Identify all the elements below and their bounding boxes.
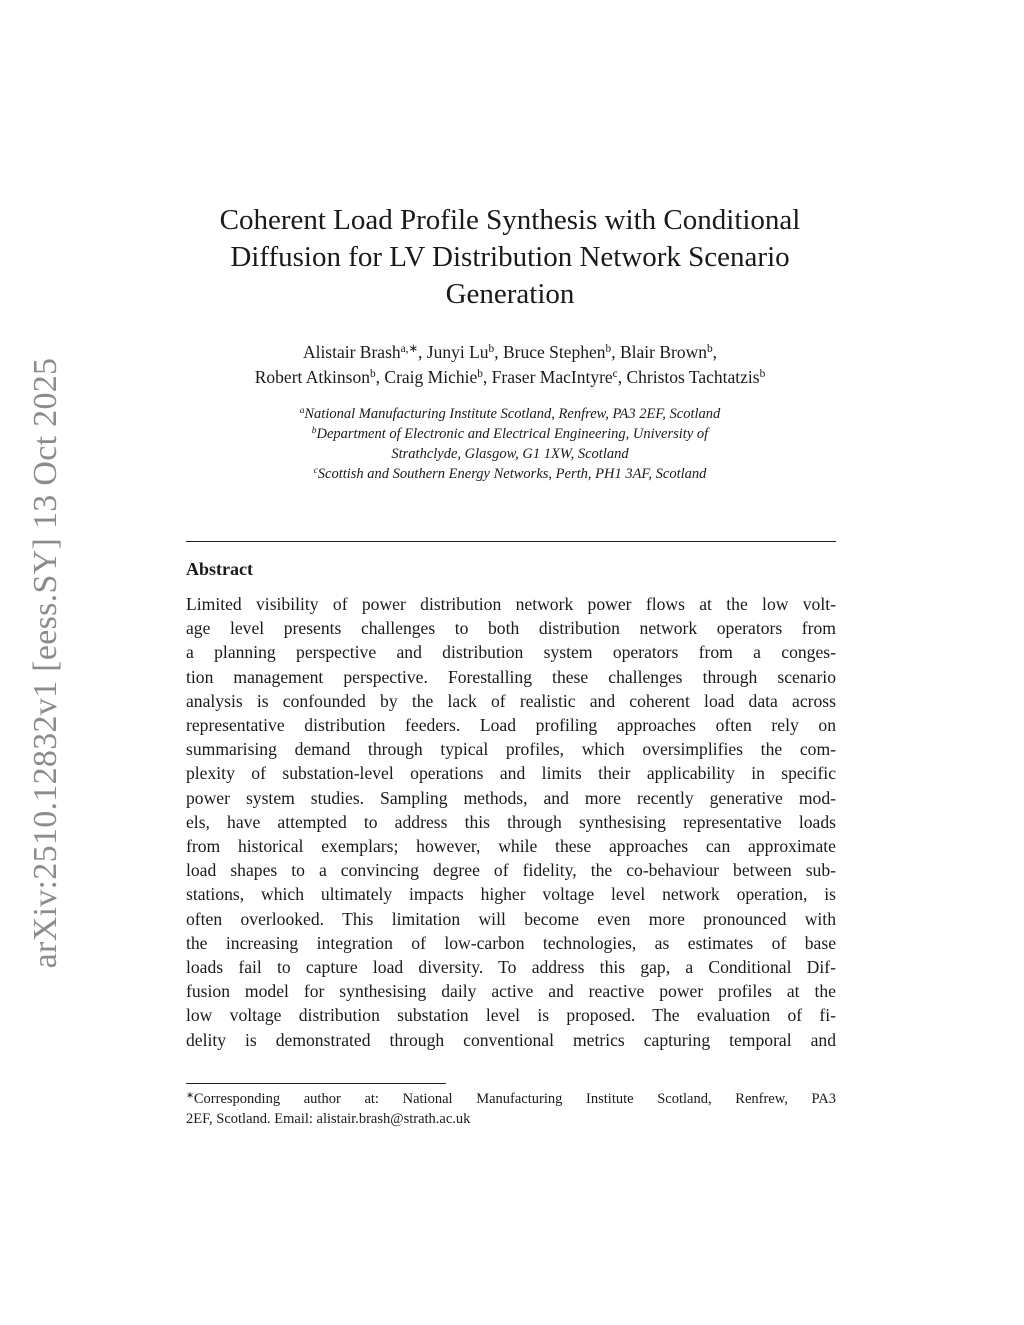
footnote-line [186, 1089, 836, 1109]
author-separator: , [712, 342, 718, 362]
abstract-line: Limited visibility of power distribution network power flows at the low volt- [186, 594, 836, 614]
abstract-line: often overlooked. This limitation will become even more pronounced with [186, 908, 836, 929]
author-name: Robert Atkinson [254, 367, 370, 387]
author-name: Christos Tachtatzis [626, 367, 760, 387]
abstract-line: loads fail to capture load diversity. To address this gap, a Conditional Dif- [186, 957, 836, 978]
affiliation-list [200, 404, 820, 484]
footnote-email-line: 2EF, Scotland. Email: alistair.brash@strath.ac.uk [186, 1111, 471, 1127]
abstract-line: age level presents challenges to both distribution network operators from [186, 618, 836, 639]
author-affil-mark: b [477, 367, 483, 380]
paper-title [200, 202, 820, 313]
author-name: Fraser MacIntyre [491, 367, 613, 387]
author-separator: , [482, 367, 492, 387]
author-name: Alistair Brash [302, 342, 401, 362]
affiliation-line [200, 464, 820, 484]
affiliation-mark: a [299, 405, 305, 416]
abstract-body [186, 592, 836, 1052]
author-affil-mark: b [759, 367, 766, 380]
abstract-line: summarising demand through typical profiles, which oversimplifies the com- [186, 739, 836, 760]
author-affil-mark: a,∗ [400, 342, 419, 355]
author-affil-mark: b [369, 367, 376, 380]
abstract-line: els, have attempted to address this through synthesising representative loads [186, 811, 836, 832]
affiliation-text: Strathclyde, Glasgow, G1 1XW, Scotland [391, 446, 629, 462]
arxiv-side-stamp: arXiv:2510.12832v1 [eess.SY] 13 Oct 2025 [27, 357, 64, 969]
affiliation-text: Scottish and Southern Energy Networks, Perth, PH1 3AF, Scotland [317, 466, 707, 482]
author-list [160, 340, 860, 390]
author-name: Bruce Stephen [502, 342, 606, 362]
affiliation-line [200, 444, 820, 464]
author-line-2 [160, 365, 860, 390]
abstract-line: delity is demonstrated through conventional metrics capturing temporal and [186, 1029, 836, 1050]
abstract-line: tion management perspective. Forestalling these challenges through scenario [186, 666, 836, 687]
title-line: Diffusion for LV Distribution Network Scenario [230, 241, 790, 273]
abstract-top-rule [186, 541, 836, 542]
author-affil-mark: b [706, 342, 713, 355]
abstract-line: power system studies. Sampling methods, and more recently generative mod- [186, 787, 836, 808]
abstract-line: fusion model for synthesising daily active and reactive power profiles at the [186, 981, 836, 1002]
author-affil-mark: c [612, 367, 618, 380]
abstract-line: the increasing integration of low-carbon technologies, as estimates of base [186, 932, 836, 953]
author-separator: , [611, 342, 620, 362]
author-separator: , [418, 342, 427, 362]
author-name: Craig Michie [384, 367, 478, 387]
title-line: Generation [445, 278, 575, 310]
affiliation-mark: b [311, 425, 317, 436]
author-affil-mark: b [605, 342, 612, 355]
author-name: Blair Brown [619, 342, 707, 362]
affiliation-text: Department of Electronic and Electrical Engineering, University of [316, 426, 709, 442]
abstract-line: representative distribution feeders. Load profiling approaches often rely on [186, 715, 836, 736]
abstract-line: load shapes to a convincing degree of fidelity, the co-behaviour between sub- [186, 860, 836, 881]
author-separator: , [375, 367, 385, 387]
abstract-line: plexity of substation-level operations and limits their applicability in specific [186, 763, 836, 784]
affiliation-mark: c [313, 465, 318, 476]
author-line-1 [160, 340, 860, 365]
abstract-line: from historical exemplars; however, while these approaches can approximate [186, 836, 836, 857]
author-affil-mark: b [488, 342, 495, 355]
footnote-line [186, 1109, 836, 1129]
abstract-heading: Abstract [186, 559, 253, 579]
abstract-line: low voltage distribution substation level is proposed. The evaluation of fi- [186, 1005, 836, 1026]
footnote-text: Corresponding author at: National Manufacturing Institute Scotland, Renfrew, PA3 [193, 1091, 836, 1107]
footnote-marker: ∗ [186, 1090, 194, 1101]
footnote-rule [186, 1083, 446, 1084]
affiliation-line [200, 404, 820, 424]
affiliation-text: National Manufacturing Institute Scotland, Renfrew, PA3 2EF, Scotland [304, 406, 721, 422]
affiliation-line [200, 424, 820, 444]
title-line: Coherent Load Profile Synthesis with Conditional [219, 204, 801, 236]
author-separator: , [494, 342, 503, 362]
author-name: Junyi Lu [426, 342, 489, 362]
footnote [186, 1089, 836, 1129]
abstract-line: a planning perspective and distribution system operators from a conges- [186, 642, 836, 663]
abstract-line: stations, which ultimately impacts higher voltage level network operation, is [186, 884, 836, 905]
author-separator: , [617, 367, 627, 387]
abstract-line: analysis is confounded by the lack of realistic and coherent load data across [186, 690, 836, 711]
